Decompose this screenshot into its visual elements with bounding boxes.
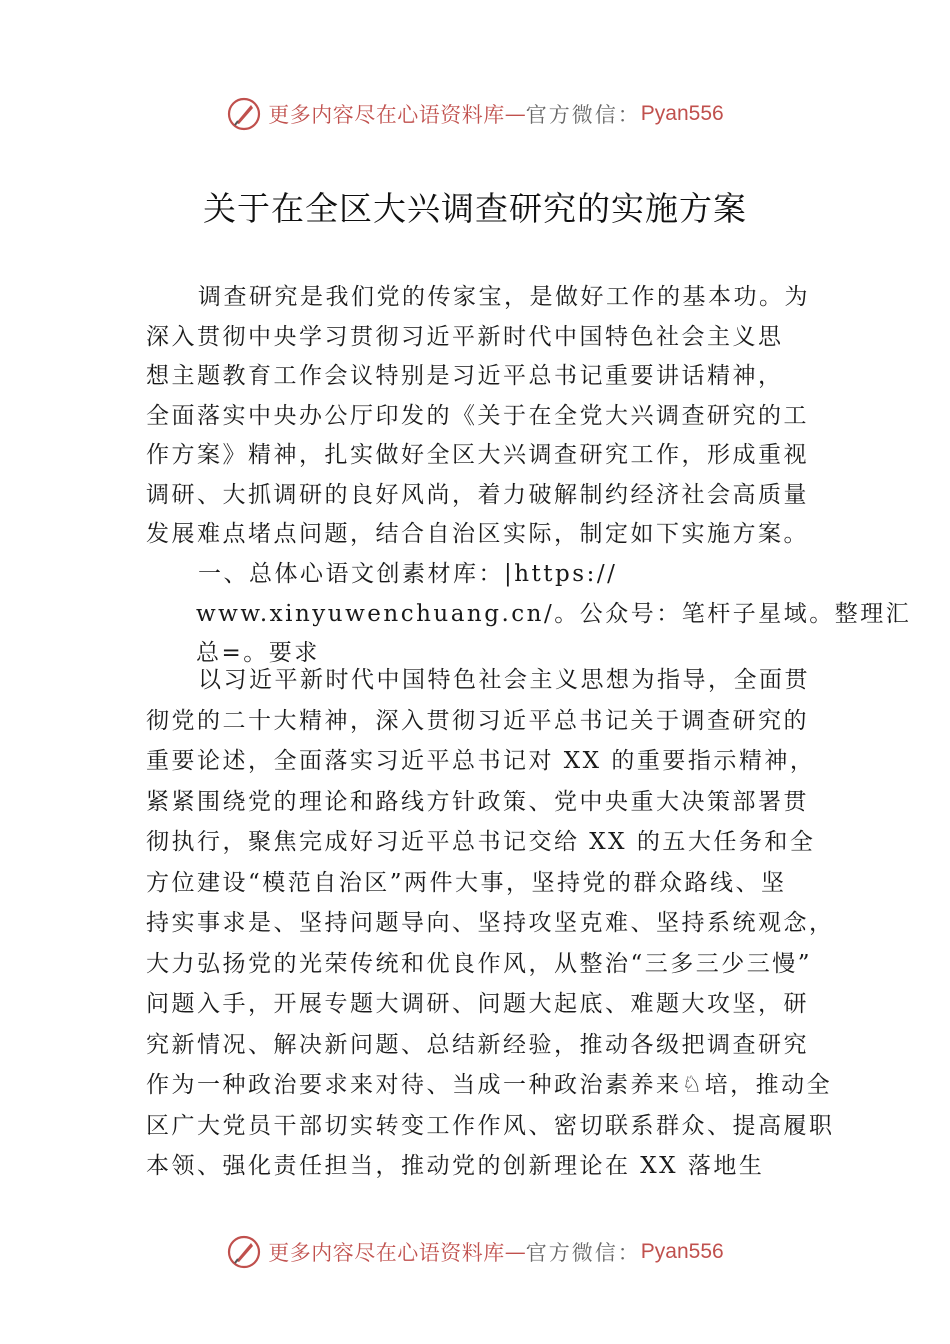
banner-dash: — <box>504 102 526 126</box>
section-heading-line: 一、总体心语文创素材库：|https:// <box>198 561 618 587</box>
paragraph-line: 全面落实中央办公厅印发的《关于在全党大兴调查研究的工 <box>146 402 809 429</box>
paragraph-line: 大力弘扬党的光荣传统和优良作风，从整治“三多三少三慢” <box>146 950 813 977</box>
banner-wechat-label: 官方微信： <box>525 103 641 127</box>
quill-logo-icon <box>226 1234 262 1270</box>
paragraph-line: 深入贯彻中央学习贯彻习近平新时代中国特色社会主义思 <box>146 323 784 350</box>
section-heading-line: www.xinyuwenchuang.cn/。公众号：笔杆子星域。整理汇 <box>196 600 912 627</box>
banner-wechat-id: Pyan556 <box>640 102 724 125</box>
paragraph-line: 作为一种政治要求来对待、当成一种政治素养来♘培，推动全 <box>146 1072 833 1098</box>
banner-dash: — <box>504 1240 526 1264</box>
header-watermark-banner <box>0 94 950 134</box>
paragraph-line: 本领、强化责任担当，推动党的创新理论在 XX 落地生 <box>146 1153 765 1179</box>
paragraph-line: 重要论述，全面落实习近平总书记对 XX 的重要指示精神， <box>146 748 816 774</box>
intro-paragraph <box>146 278 810 555</box>
paragraph-line: 彻执行，聚焦完成好习近平总书记交给 XX 的五大任务和全 <box>146 829 816 855</box>
paragraph-line: 彻党的二十大精神，深入贯彻习近平总书记关于调查研究的 <box>146 707 809 734</box>
banner-wechat-label: 官方微信： <box>525 1241 641 1265</box>
paragraph-line: 调查研究是我们党的传家宝，是做好工作的基本功。为 <box>198 284 810 310</box>
banner-text: 更多内容尽在心语资料库 <box>268 1241 505 1265</box>
section-heading <box>146 555 911 674</box>
paragraph-line: 究新情况、解决新问题、总结新经验，推动各级把调查研究 <box>146 1031 809 1058</box>
banner-text: 更多内容尽在心语资料库 <box>268 103 505 127</box>
paragraph-line: 作方案》精神，扎实做好全区大兴调查研究工作，形成重视 <box>146 442 809 468</box>
footer-watermark-banner <box>0 1232 950 1272</box>
body-paragraph <box>146 660 835 1187</box>
paragraph-line: 持实事求是、坚持问题导向、坚持攻坚克难、坚持系统观念， <box>146 910 835 936</box>
paragraph-line: 方位建设“模范自治区”两件大事，坚持党的群众路线、坚 <box>146 869 787 896</box>
paragraph-line: 想主题教育工作会议特别是习近平总书记重要讲话精神， <box>146 363 784 389</box>
paragraph-line: 以习近平新时代中国特色社会主义思想为指导，全面贯 <box>198 667 810 693</box>
paragraph-line: 问题入手，开展专题大调研、问题大起底、难题大攻坚，研 <box>146 991 809 1017</box>
paragraph-line: 区广大党员干部切实转变工作作风、密切联系群众、提高履职 <box>146 1112 835 1139</box>
quill-logo-icon <box>226 96 262 132</box>
document-title: 关于在全区大兴调查研究的实施方案 <box>203 189 747 228</box>
paragraph-line: 紧紧围绕党的理论和路线方针政策、党中央重大决策部署贯 <box>146 788 809 815</box>
banner-wechat-id: Pyan556 <box>640 1240 724 1263</box>
section-heading-line: 总=。要求 <box>196 640 320 666</box>
paragraph-line: 调研、大抓调研的良好风尚，着力破解制约经济社会高质量 <box>146 481 809 508</box>
paragraph-line: 发展难点堵点问题，结合自治区实际，制定如下实施方案。 <box>146 521 809 547</box>
